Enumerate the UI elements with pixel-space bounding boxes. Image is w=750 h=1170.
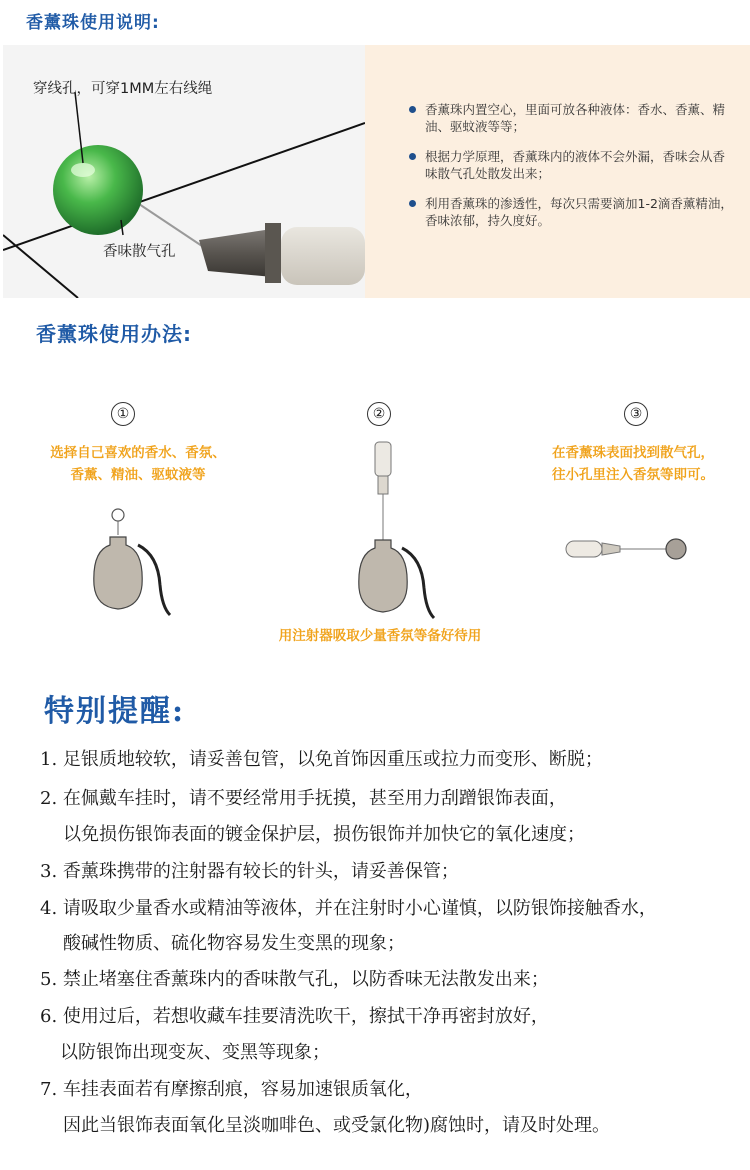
step-2-number: ② <box>367 402 391 426</box>
step-3-line2: 往小孔里注入香氛等即可。 <box>552 467 714 483</box>
info-list <box>407 101 737 242</box>
info-point: 利用香薰珠的渗透性，每次只需要滴加1-2滴香薰精油，香味浓郁，持久度好。 <box>407 195 737 229</box>
warning-line-cont: 以防银饰出现变灰、变黑等现象； <box>60 1042 330 1063</box>
step-3-text <box>528 442 738 486</box>
syringe-bottle-sketch <box>340 440 450 630</box>
step-2-caption: 用注射器吸取少量香氛等备好待用 <box>278 628 482 644</box>
step-3-number: ③ <box>624 402 648 426</box>
warnings-title: 特别提醒: <box>44 694 186 729</box>
usage-method-title: 香薰珠使用办法: <box>36 322 192 346</box>
step-1-line1: 选择自己喜欢的香水、香氛、 <box>50 445 226 461</box>
step-1-line2: 香薰、精油、驱蚊液等 <box>70 467 206 483</box>
warning-line: 5. 禁止堵塞住香薰珠内的香味散气孔，以防香味无法散发出来； <box>40 969 549 990</box>
step-1-number: ① <box>111 402 135 426</box>
warning-line-cont: 以免损伤银饰表面的镀金保护层，损伤银饰并加快它的氧化速度； <box>63 824 585 845</box>
syringe-bead-sketch <box>560 525 710 575</box>
bullet-dot <box>409 106 416 113</box>
warning-line: 3. 香薰珠携带的注射器有较长的针头，请妥善保管； <box>40 861 459 882</box>
warning-line: 2. 在佩戴车挂时，请不要经常用手抚摸，甚至用力刮蹭银饰表面， <box>40 788 567 809</box>
scent-hole-label: 香味散气孔 <box>103 244 176 260</box>
warning-line: 1. 足银质地较软，请妥善包管，以免首饰因重压或拉力而变形、断脱； <box>40 749 603 770</box>
step-3-line1: 在香薰珠表面找到散气孔， <box>552 445 714 461</box>
warning-line: 6. 使用过后，若想收藏车挂要清洗吹干，擦拭干净再密封放好， <box>40 1006 549 1027</box>
info-panel <box>365 45 750 298</box>
warning-line-cont: 因此当银饰表面氧化呈淡咖啡色、或受氯化物)腐蚀时，请及时处理。 <box>63 1115 611 1136</box>
warning-line: 7. 车挂表面若有摩擦刮痕，容易加速银质氧化， <box>40 1079 423 1100</box>
warning-line-cont: 酸碱性物质、硫化物容易发生变黑的现象； <box>63 933 405 954</box>
warning-line: 4. 请吸取少量香水或精油等液体，并在注射时小心谨慎，以防银饰接触香水， <box>40 898 657 919</box>
info-point: 香薰珠内置空心，里面可放各种液体：香水、香薰、精油、驱蚊液等等； <box>407 101 737 135</box>
perfume-bottle-sketch <box>90 505 180 625</box>
usage-info-title: 香薰珠使用说明: <box>26 13 160 33</box>
thread-hole-label: 穿线孔，可穿1MM左右线绳 <box>33 81 213 97</box>
bullet-dot <box>409 200 416 207</box>
info-point: 根据力学原理，香薰珠内的液体不会外漏，香味会从香味散气孔处散发出来； <box>407 148 737 182</box>
bullet-dot <box>409 153 416 160</box>
bead-photo <box>3 45 365 298</box>
step-1-text <box>18 442 258 486</box>
